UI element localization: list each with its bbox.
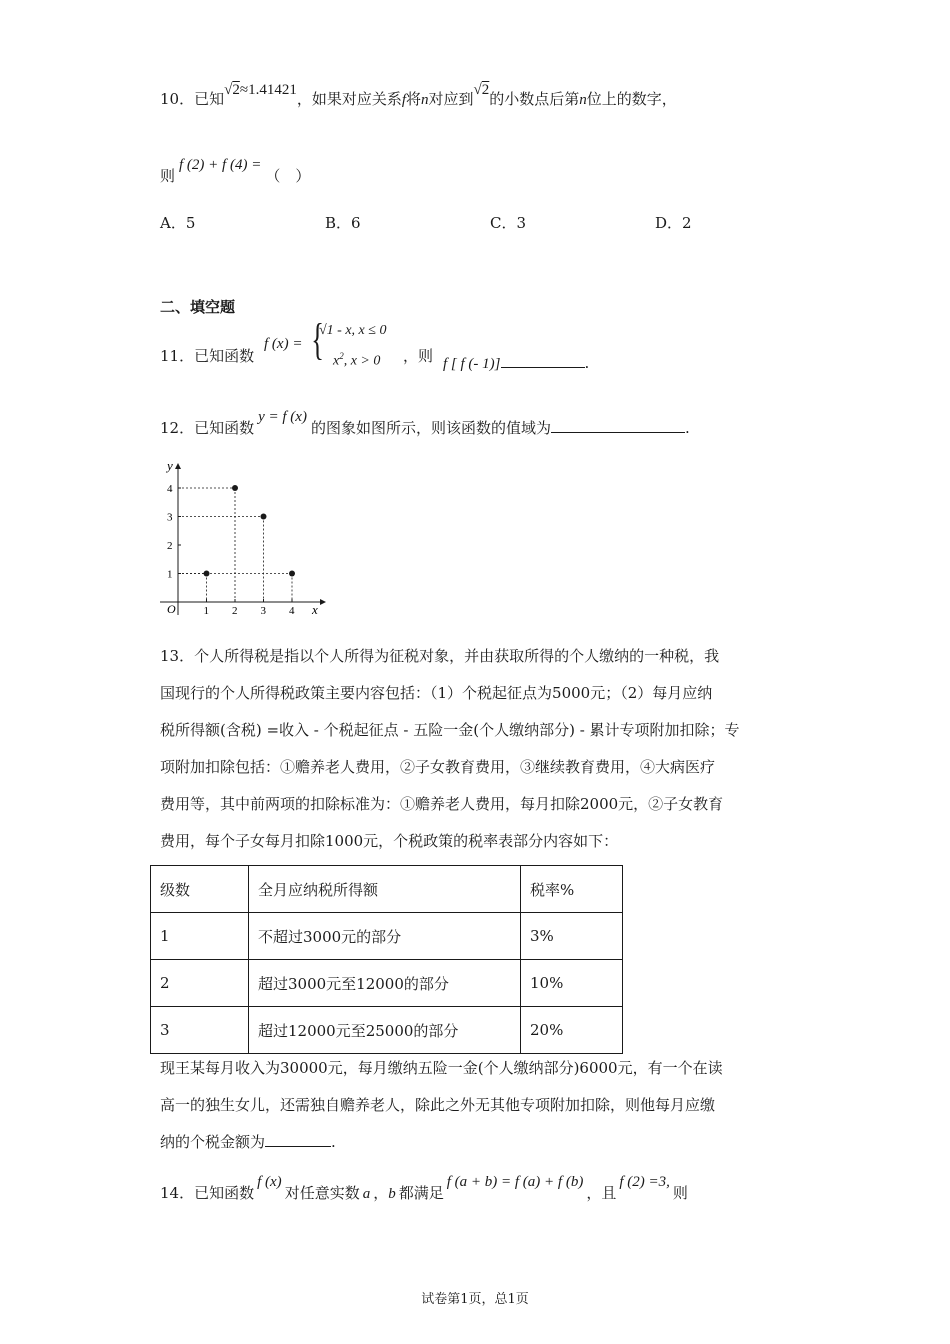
tax-rate-table [150, 865, 623, 1054]
q13-line: 费用，每个子女每月扣除1000元，个税政策的税率表部分内容如下： [160, 832, 619, 850]
q12-line: 12．已知函数y = f (x)的图象如图所示，则该函数的值域为 . [160, 409, 690, 437]
answer-blank [265, 1132, 331, 1147]
q11-case2: $x^2$, x > 0 [333, 351, 381, 369]
table-cell: 3% [521, 913, 623, 960]
table-cell: 1 [151, 913, 249, 960]
y-axis-label: y [167, 458, 173, 473]
table-cell: 2 [151, 960, 249, 1007]
table-cell: 超过12000元至25000的部分 [249, 1007, 521, 1054]
x-tick-label: 4 [289, 605, 295, 617]
q10-number: 10． [160, 90, 195, 108]
q13-continuation [160, 1050, 790, 1161]
x-tick-label: 3 [260, 605, 266, 617]
option-d: D．2 [655, 214, 692, 232]
q11-number: 11． [160, 347, 195, 365]
option-b: B．6 [325, 214, 361, 232]
q11-tail: ，则 [403, 347, 434, 365]
answer-blank [501, 353, 585, 368]
q11-brace: { [311, 315, 324, 364]
table-cell: 10% [521, 960, 623, 1007]
table-header-row [151, 866, 623, 913]
q14-number: 14． [160, 1184, 195, 1202]
q10-line1: 10．已知√2≈1.41421，如果对应关系f将n对应到√2的小数点后第n位上的数字， [160, 82, 677, 108]
table-cell: 3 [151, 1007, 249, 1054]
x-axis-label: x [312, 602, 318, 617]
q13-paragraph [160, 638, 790, 860]
sqrt2-a: √2 [224, 82, 240, 98]
table-header-cell: 税率% [521, 866, 623, 913]
answer-blank [551, 418, 685, 433]
q13-line: 高一的独生女儿，还需独自赡养老人，除此之外无其他专项附加扣除，则他每月应缴 [160, 1096, 716, 1114]
x-axis-arrow [320, 599, 326, 605]
y-tick-label: 2 [167, 540, 173, 552]
q13-line: 13．个人所得税是指以个人所得为征税对象，并由获取所得的个人缴纳的一种税，我 [160, 647, 720, 665]
q13-line: 费用等，其中前两项的扣除标准为：①赡养老人费用，每月扣除2000元，②子女教育 [160, 795, 724, 813]
option-a: A．5 [160, 214, 196, 232]
sqrt2-b: √2 [473, 82, 490, 98]
table-row [151, 913, 623, 960]
q10-line2: 则f (2) + f (4) =（ ） [160, 157, 311, 185]
table-header-cell: 全月应纳税所得额 [249, 866, 521, 913]
data-point [204, 571, 210, 577]
table-cell: 不超过3000元的部分 [249, 913, 521, 960]
data-point [232, 485, 238, 491]
table-cell: 超过3000元至12000的部分 [249, 960, 521, 1007]
data-point [261, 514, 267, 520]
section-heading: 二、填空题 [160, 298, 236, 316]
q11-case1: √1 - x, x ≤ 0 [319, 323, 387, 338]
q14-line: 14．已知函数f (x)对任意实数 a ，b 都满足f (a + b) = f (a) + f (b)，且f (2) =3,则 [160, 1174, 688, 1202]
data-point [289, 571, 295, 577]
page-footer: 试卷第1页，总1页 [421, 1292, 529, 1307]
table-cell: 20% [521, 1007, 623, 1054]
q13-line: 国现行的个人所得税政策主要内容包括：（1）个税起征点为5000元；（2）每月应纳 [160, 684, 713, 702]
y-tick-label: 3 [167, 511, 173, 524]
q11-tail2: f [ f (- 1)] . [443, 354, 590, 372]
q12-number: 12． [160, 419, 195, 437]
q10-expression: f (2) + f (4) = [179, 157, 262, 173]
table-row [151, 1007, 623, 1054]
q13-line: 税所得额(含税) =收入 - 个税起征点 - 五险一金(个人缴纳部分) - 累计专项附加扣除；专 [160, 721, 740, 739]
q13-line: 纳的个税金额为 . [160, 1133, 336, 1151]
q11-fx: f (x) = [264, 336, 303, 352]
q11-line: 11．已知函数 [160, 347, 255, 365]
q13-line: 现王某每月收入为30000元，每月缴纳五险一金(个人缴纳部分)6000元，有一个在读 [160, 1059, 723, 1077]
option-c: C．3 [490, 214, 527, 232]
graph-guides [178, 488, 292, 602]
q13-line: 项附加扣除包括：①赡养老人费用，②子女教育费用，③继续教育费用，④大病医疗 [160, 758, 716, 776]
function-graph [150, 455, 330, 620]
y-axis-arrow [175, 463, 181, 469]
origin-label: O [167, 602, 176, 616]
y-tick-label: 1 [167, 568, 173, 581]
y-tick-label: 4 [167, 483, 173, 495]
x-tick-label: 2 [232, 605, 238, 617]
table-header-cell: 级数 [151, 866, 249, 913]
x-tick-label: 1 [203, 605, 209, 617]
table-row [151, 960, 623, 1007]
